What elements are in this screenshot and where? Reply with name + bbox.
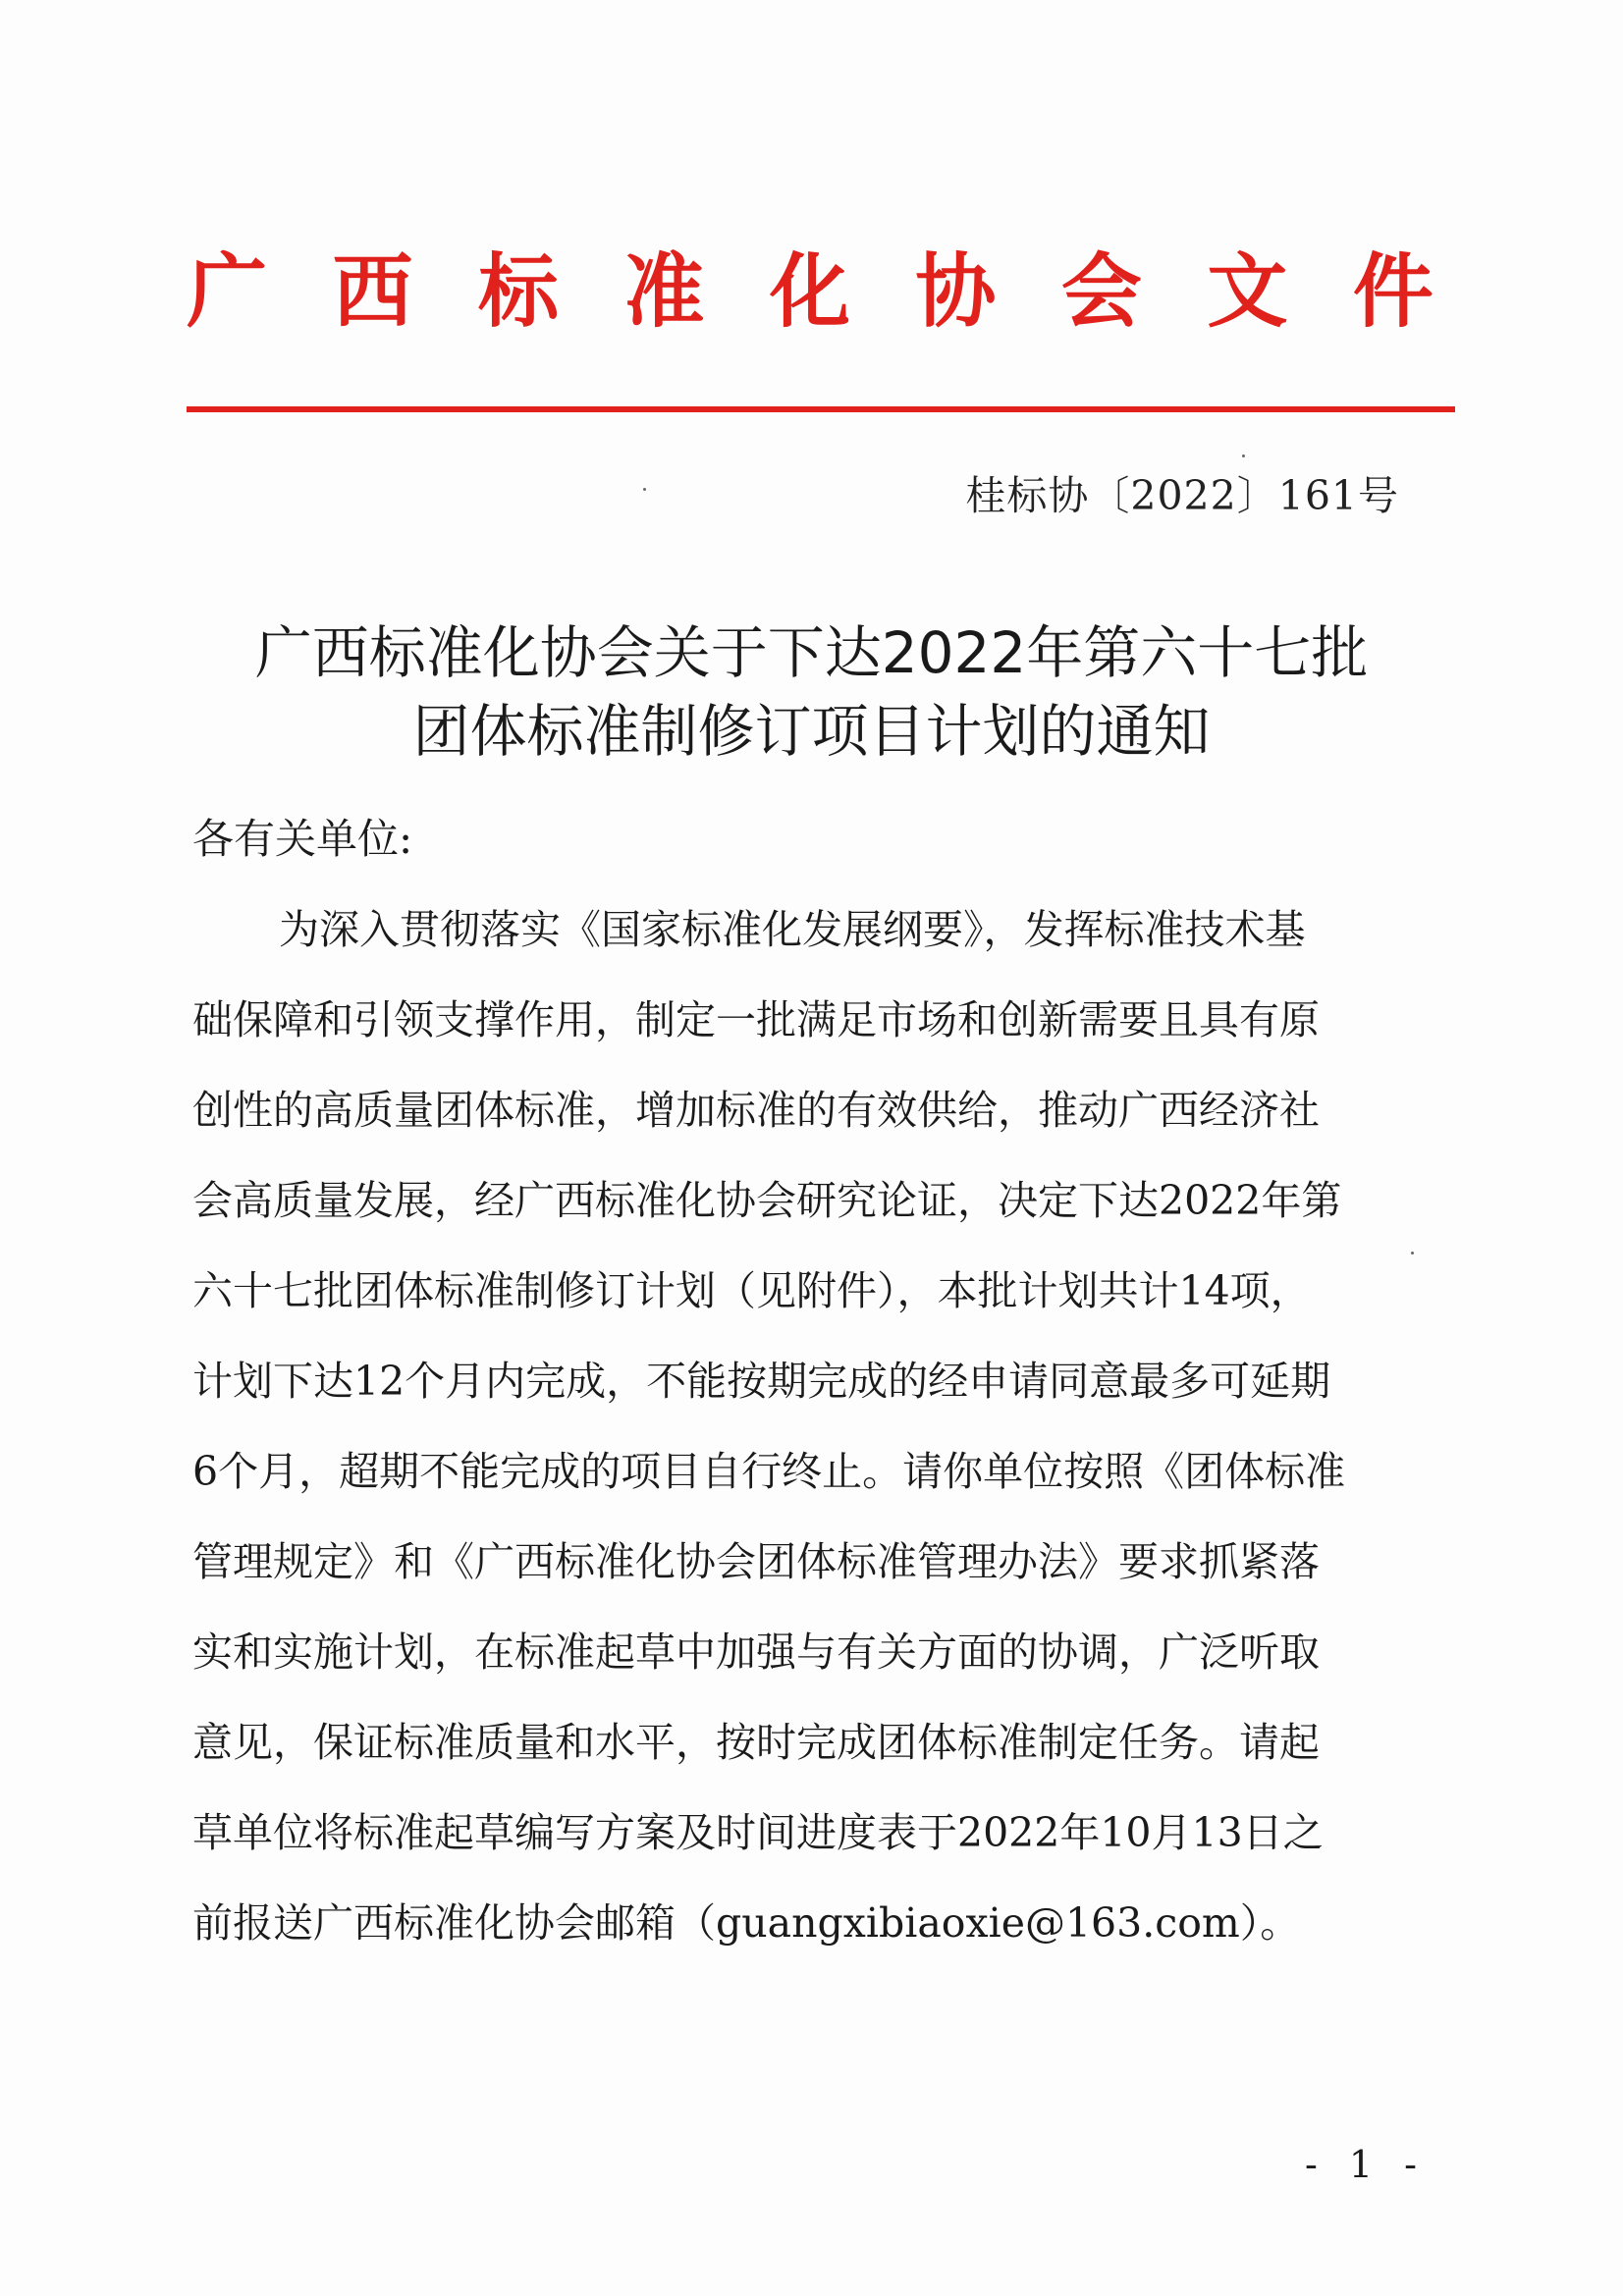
body-line: 6个月，超期不能完成的项目自行终止。请你单位按照《团体标准 [192, 1448, 1346, 1495]
scan-speck [1411, 1252, 1414, 1255]
body-line: 草单位将标准起草编写方案及时间进度表于2022年10月13日之 [192, 1809, 1324, 1856]
masthead-char: 西 [332, 245, 413, 339]
masthead-char: 标 [477, 245, 559, 339]
masthead [187, 243, 1434, 342]
body-line: 前报送广西标准化协会邮箱（guangxibiaoxie@163.com）。 [192, 1899, 1301, 1947]
document-title [137, 614, 1486, 771]
masthead-char: 化 [769, 245, 850, 339]
title-line-1: 广西标准化协会关于下达2022年第六十七批 [254, 619, 1369, 686]
masthead-char: 广 [187, 245, 268, 339]
title-line-2: 团体标准制修订项目计划的通知 [412, 698, 1211, 765]
body-line: 为深入贯彻落实《国家标准化发展纲要》，发挥标准技术基 [279, 906, 1306, 953]
masthead-char: 协 [915, 245, 997, 339]
body-paragraph [192, 900, 1432, 1984]
body-line: 计划下达12个月内完成，不能按期完成的经申请同意最多可延期 [192, 1358, 1331, 1405]
body-line: 实和实施计划，在标准起草中加强与有关方面的协调，广泛听取 [192, 1629, 1320, 1676]
body-line: 会高质量发展，经广西标准化协会研究论证，决定下达2022年第 [192, 1177, 1342, 1224]
salutation: 各有关单位: [192, 815, 413, 863]
document-number: 桂标协〔2022〕161号 [965, 472, 1399, 519]
body-line: 六十七批团体标准制修订计划（见附件），本批计划共计14项， [192, 1267, 1311, 1314]
masthead-char: 会 [1060, 245, 1142, 339]
masthead-char: 件 [1352, 245, 1434, 339]
scan-speck [1242, 454, 1245, 457]
scan-speck [643, 488, 646, 491]
page-number: - 1 - [1304, 2143, 1427, 2186]
body-line: 意见，保证标准质量和水平，按时完成团体标准制定任务。请起 [192, 1719, 1320, 1766]
body-line: 管理规定》和《广西标准化协会团体标准管理办法》要求抓紧落 [192, 1538, 1320, 1585]
masthead-char: 文 [1207, 245, 1288, 339]
body-line: 创性的高质量团体标准，增加标准的有效供给，推动广西经济社 [192, 1087, 1320, 1134]
masthead-char: 准 [623, 245, 705, 339]
body-line: 础保障和引领支撑作用，制定一批满足市场和创新需要且具有原 [192, 996, 1320, 1043]
red-divider [187, 406, 1455, 412]
